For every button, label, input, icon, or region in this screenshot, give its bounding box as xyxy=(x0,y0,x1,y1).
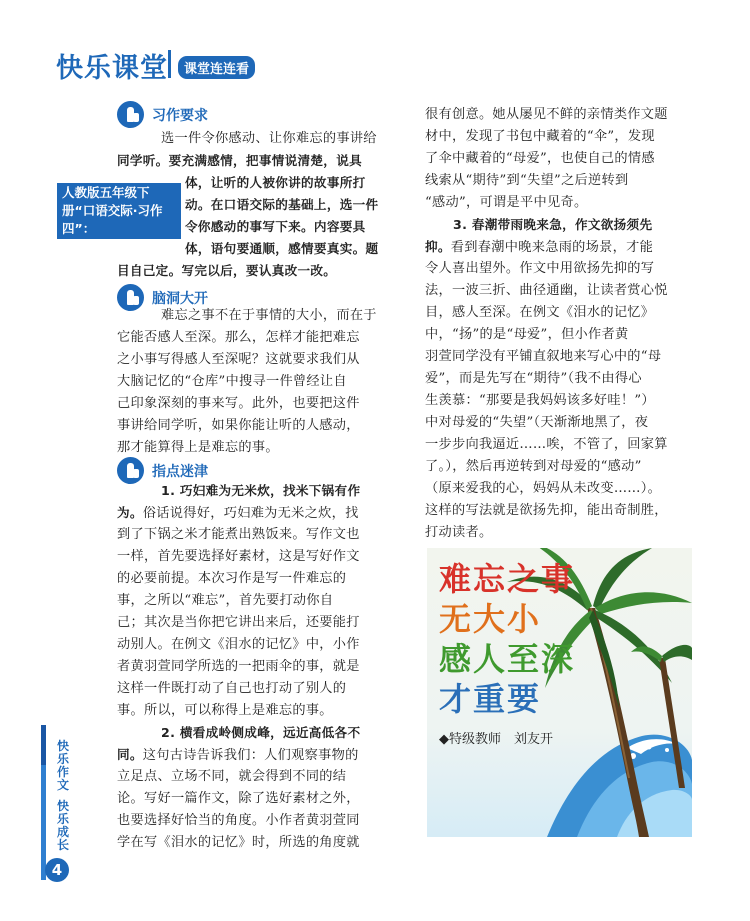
tip3-line-4: 目，感人至深。在例文《泪水的记忆》 xyxy=(425,305,655,320)
section-heading-label: 习作要求 xyxy=(152,107,208,124)
tip1-line-2: 到了下锅之米才能煮出熟饭来。写作文也 xyxy=(117,527,360,542)
req-line-3: 体，让听的人被你讲的故事所打 xyxy=(185,175,366,190)
brain-line-2: 它能否感人至深。那么，怎样才能把难忘 xyxy=(117,330,360,345)
tip2-line-1-text: 这句古诗告诉我们：人们观察事物的 xyxy=(142,748,359,763)
tip1-line-8: 者黄羽萱同学所选的一把雨伞的事，就是 xyxy=(117,659,360,674)
tip3-line-6: 羽萱同学没有平铺直叙地来写心中的“母 xyxy=(425,349,662,364)
tip1-heading: 1. 巧妇难为无米炊，找米下锅有作 xyxy=(161,483,361,498)
title-illustration xyxy=(427,548,692,837)
tip3-line-10: 一步步向我逼近……唉，不管了，回家算 xyxy=(425,437,668,452)
brain-line-3: 之小事写得感人至深呢？这就要求我们从 xyxy=(117,352,360,367)
tip3-heading: 3. 春潮带雨晚来急，作文欲扬须先 xyxy=(453,217,653,232)
brain-line-7: 那才能算得上是难忘的事。 xyxy=(117,440,279,455)
tip1-line-9: 这样一件既打动了自己也打动了别人的 xyxy=(117,681,347,696)
req-line-1: 选一件令你感动、让你难忘的事讲给 xyxy=(161,131,377,146)
tip3-line-9: 中对母爱的“失望”（天渐渐地黑了，夜 xyxy=(425,415,649,430)
tip3-line-5: 中，“扬”的是“母爱”，但小作者黄 xyxy=(425,327,629,342)
tip3-line-8: 生羡慕：“那要是我妈妈该多好哇！”） xyxy=(425,393,655,408)
tip3-line-2: 令人喜出望外。作文中用欲扬先抑的写 xyxy=(425,261,655,276)
right-p1-line-5: “感动”，可谓是平中见奇。 xyxy=(425,195,588,210)
req-line-7: 目自己定。写完以后，要认真改一改。 xyxy=(117,263,337,278)
tip3-line-14: 打动读者。 xyxy=(425,525,493,540)
section-heading-requirements xyxy=(117,101,208,128)
req-line-5: 令你感动的事写下来。内容要具 xyxy=(185,219,366,234)
pointing-hand-icon xyxy=(117,457,144,484)
column-name-badge: 课堂连连看 xyxy=(178,56,255,79)
page-number: 4 xyxy=(45,858,69,882)
pointing-hand-icon xyxy=(117,101,144,128)
tip1-line-5: 事，之所以“难忘”，首先要打动你自 xyxy=(117,593,334,608)
tip3-line-12: （原来爱我的心，妈妈从未改变……）。 xyxy=(425,481,662,496)
magazine-title: 快乐课堂 xyxy=(56,53,168,84)
tip2-line-5: 学在写《泪水的记忆》时，所选的角度就 xyxy=(117,835,360,850)
tip1-line-10: 事。所以，可以称得上是难忘的事。 xyxy=(117,703,333,718)
pointing-hand-icon xyxy=(117,284,144,311)
art-title-line-3: 感人至深 xyxy=(439,640,576,678)
section-heading-label: 指点迷津 xyxy=(152,463,208,480)
tip2-line-2: 立足点、立场不同，就会得到不同的结 xyxy=(117,769,347,784)
right-p1-line-4: 线索从“期待”到“失望”之后逆转到 xyxy=(425,173,629,188)
tip2-heading: 2. 横看成岭侧成峰，远近高低各不 xyxy=(161,725,361,740)
tip1-line-1-text: 俗话说得好，巧妇难为无米之炊，找 xyxy=(142,506,359,521)
right-p1-line-1: 很有创意。她从屡见不鲜的亲情类作文题 xyxy=(425,107,668,122)
art-title-line-4: 才重要 xyxy=(439,680,542,718)
tip3-line-7: 爱”，而是先写在“期待”（我不由得心 xyxy=(425,371,642,386)
tip3-line-1 xyxy=(425,236,697,259)
tip3-line-13: 这样的写法就是欲扬先抑，能出奇制胜， xyxy=(425,503,668,518)
tip2-line-3: 论。写好一篇作文，除了选好素材之外， xyxy=(117,791,360,806)
tip1-line-3: 一样，首先要选择好素材，这是写好作文 xyxy=(117,549,360,564)
tip1-line-6: 己；其次是当你把它讲出来后，还要能打 xyxy=(117,615,360,630)
brain-line-1: 难忘之事不在于事情的大小，而在于 xyxy=(161,308,377,323)
tip2-line-1 xyxy=(117,744,401,767)
brain-line-4: 大脑记忆的“仓库”中搜寻一件曾经让自 xyxy=(117,374,347,389)
tip1-heading-end: 为。 xyxy=(117,505,143,520)
sidebar-tag-growth: 快乐成长 xyxy=(56,799,69,852)
tip3-line-11: 了。），然后再逆转到对母爱的“感动” xyxy=(425,459,642,474)
art-title-line-1: 难忘之事 xyxy=(439,560,576,598)
brain-line-5: 己印象深刻的事来写。此外，也要把这件 xyxy=(117,396,360,411)
tip3-line-1-text: 看到春潮中晚来急雨的场景，才能 xyxy=(450,240,654,255)
req-line-4: 动。在口语交际的基础上，选一件 xyxy=(185,197,379,212)
tip3-line-3: 法，一波三折、曲径通幽，让读者赏心悦 xyxy=(425,283,668,298)
right-p1-line-3: 了伞中藏着的“母爱”，也使自己的情感 xyxy=(425,151,655,166)
article-author: ◆特级教师 刘友开 xyxy=(439,732,553,747)
tip2-heading-end: 同。 xyxy=(117,747,143,762)
sidebar-tag-writing: 快乐作文 xyxy=(56,739,69,792)
art-title-line-2: 无大小 xyxy=(439,600,542,638)
tip2-line-4: 也要选择好恰当的角度。小作者黄羽萱同 xyxy=(117,813,360,828)
section-heading-label: 脑洞大开 xyxy=(152,290,208,307)
right-p1-line-2: 材中，发现了书包中藏着的“伞”，发现 xyxy=(425,129,655,144)
textbook-callout: 人教版五年级下册“口语交际·习作四”： xyxy=(57,183,181,239)
header-divider xyxy=(168,50,171,78)
brain-line-6: 事讲给同学听，如果你能让听的人感动， xyxy=(117,418,360,433)
tip1-line-7: 动别人。在例文《泪水的记忆》中，小作 xyxy=(117,637,360,652)
tip1-line-4: 的必要前提。本次习作是写一件难忘的 xyxy=(117,571,347,586)
margin-rule-accent xyxy=(41,725,46,765)
req-line-6: 体，语句要通顺，感情要真实。题 xyxy=(185,241,379,256)
req-line-2: 同学听。要充满感情，把事情说清楚，说具 xyxy=(117,153,362,168)
tip3-heading-end: 抑。 xyxy=(425,239,451,254)
tip1-line-1 xyxy=(117,502,401,525)
